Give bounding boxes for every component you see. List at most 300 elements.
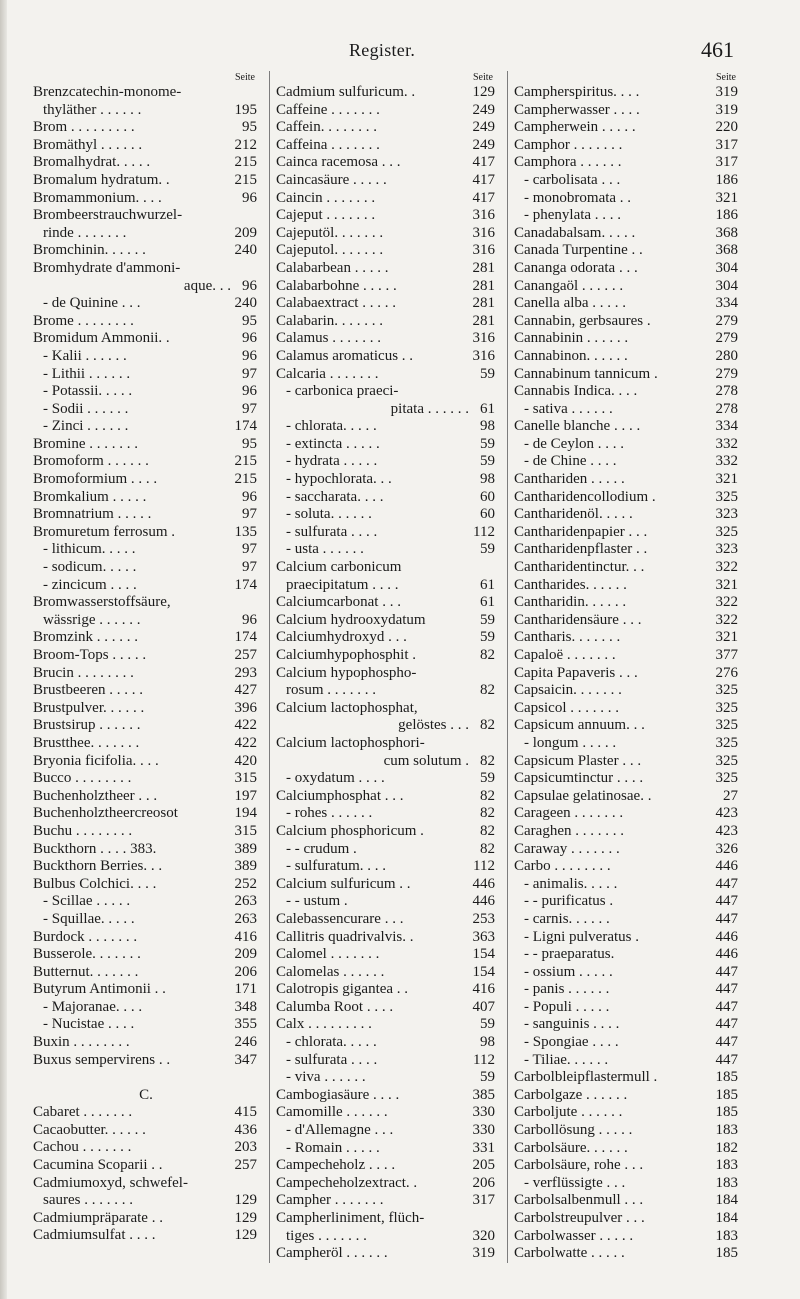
index-entry: [276, 1087, 497, 1105]
index-entry: [276, 1069, 497, 1087]
entry-term: Calomel . . . . . . .: [276, 946, 380, 963]
index-entry: [33, 700, 259, 718]
index-entry: [33, 1210, 259, 1228]
entry-page: 447: [715, 875, 738, 892]
entry-page: 368: [715, 224, 738, 241]
index-entry: [33, 893, 259, 911]
entry-page: 82: [480, 822, 495, 839]
entry-term: - zincicum . . . .: [43, 576, 137, 593]
entry-page: 154: [472, 963, 495, 980]
index-entry: [276, 981, 497, 999]
entry-page: 59: [480, 629, 495, 646]
entry-page: 407: [472, 998, 495, 1015]
entry-page: 206: [234, 963, 257, 980]
entry-term: - longum . . . . .: [524, 734, 617, 751]
entry-term: Calumba Root . . . .: [276, 998, 394, 1015]
seite-label: Seite: [473, 72, 493, 83]
entry-term: - - crudum .: [286, 840, 357, 857]
entry-page: 184: [715, 1192, 738, 1209]
entry-page: 368: [715, 242, 738, 259]
entry-page: 427: [234, 682, 257, 699]
entry-page: 279: [715, 365, 738, 382]
entry-page: 82: [480, 840, 495, 857]
entry-page: 96: [242, 347, 257, 364]
entry-term: Calciumcarbonat . . .: [276, 594, 401, 611]
entry-term: - usta . . . . . .: [286, 541, 364, 558]
index-entry: [276, 313, 497, 331]
entry-page: 334: [715, 295, 738, 312]
entry-term: Calotropis gigantea . .: [276, 981, 409, 998]
index-entry: [33, 84, 259, 102]
entry-page: 317: [715, 136, 738, 153]
entry-page: 27: [723, 787, 738, 804]
entry-term: wässrige . . . . . .: [43, 611, 141, 628]
entry-term: Capsaicin. . . . . . .: [514, 682, 622, 699]
entry-page: 97: [242, 400, 257, 417]
index-entry: [514, 1052, 740, 1070]
entry-page: 203: [234, 1139, 257, 1156]
entry-page: 304: [715, 277, 738, 294]
entry-term: Caffeina . . . . . . .: [276, 136, 380, 153]
entry-term: Bromwasserstoffsäure,: [33, 594, 171, 611]
index-entry: [33, 1175, 259, 1193]
entry-term: praecipitatum . . . .: [286, 576, 399, 593]
entry-page: 61: [480, 576, 495, 593]
index-entry: [514, 629, 740, 647]
entry-term: Capsicum annuum. . .: [514, 717, 645, 734]
index-entry: [33, 788, 259, 806]
index-entry: [33, 629, 259, 647]
entry-page: 129: [472, 84, 495, 100]
index-entry: [276, 647, 497, 665]
entry-term: - chlorata. . . . .: [286, 1034, 377, 1051]
entry-term: - panis . . . . . .: [524, 981, 610, 998]
index-entry: [33, 841, 259, 859]
entry-page: 321: [715, 189, 738, 206]
entry-term: - Squillae. . . . .: [43, 910, 135, 927]
entry-page: 293: [234, 664, 257, 681]
entry-page: 348: [234, 998, 257, 1015]
entry-page: 215: [234, 154, 257, 171]
entry-term: Cantharidencollodium .: [514, 488, 656, 505]
entry-term: Campherspiritus. . . .: [514, 84, 640, 100]
index-entry: [276, 330, 497, 348]
entry-page: 325: [715, 523, 738, 540]
entry-page: 423: [715, 805, 738, 822]
entry-term: Capaloë . . . . . . .: [514, 647, 616, 663]
page-title: Register.: [349, 40, 416, 60]
entry-term: - carbolisata . . .: [524, 171, 621, 188]
entry-page: 183: [715, 1157, 738, 1174]
entry-term: - Nucistae . . . .: [43, 1016, 135, 1033]
entry-page: 185: [715, 1086, 738, 1103]
index-entry: [276, 1192, 497, 1210]
entry-page: 330: [472, 1122, 495, 1139]
entry-page: 317: [472, 1192, 495, 1209]
index-entry: [276, 682, 497, 700]
entry-page: 323: [715, 506, 738, 523]
index-entry: [33, 137, 259, 155]
entry-page: 447: [715, 998, 738, 1015]
index-entry: [276, 1122, 497, 1140]
index-entry: [33, 348, 259, 366]
entry-term: - ossium . . . . .: [524, 963, 613, 980]
entry-term: Camomille . . . . . .: [276, 1104, 388, 1121]
index-entry: [33, 453, 259, 471]
entry-page: 59: [480, 1016, 495, 1033]
entry-page: 246: [234, 1034, 257, 1051]
entry-page: 129: [234, 1209, 257, 1226]
index-entry: [276, 1140, 497, 1158]
index-entry: [33, 260, 259, 278]
entry-page: 279: [715, 312, 738, 329]
entry-term: Bryonia ficifolia. . . .: [33, 752, 159, 769]
entry-page: 59: [480, 453, 495, 470]
entry-page: 416: [234, 928, 257, 945]
entry-term: Cajeput . . . . . . .: [276, 207, 376, 224]
entry-page: 347: [234, 1051, 257, 1068]
entry-page: 240: [234, 242, 257, 259]
entry-term: Buckthorn . . . . 383.: [33, 840, 157, 857]
entry-term: Carageen . . . . . . .: [514, 805, 624, 822]
entry-term: Calabaextract . . . . .: [276, 295, 396, 312]
entry-term: Capsicumtinctur . . . .: [514, 770, 644, 787]
index-entry: [514, 489, 740, 507]
entry-term: Canelle blanche . . . .: [514, 418, 641, 435]
entry-page: 97: [242, 506, 257, 523]
index-entry: [33, 594, 259, 612]
index-entry: [514, 753, 740, 771]
entry-term: Canella alba . . . . .: [514, 295, 627, 312]
index-entry: [514, 1157, 740, 1175]
entry-page: 446: [715, 946, 738, 963]
index-entry: [276, 629, 497, 647]
entry-page: 446: [715, 858, 738, 875]
entry-page: 194: [234, 805, 257, 822]
index-entry: [33, 559, 259, 577]
entry-term: Bromalhydrat. . . . .: [33, 154, 151, 171]
index-entry: [514, 453, 740, 471]
entry-term: Canada Turpentine . .: [514, 242, 643, 259]
entry-page: 281: [472, 295, 495, 312]
index-entry: [514, 506, 740, 524]
index-entry: [514, 1192, 740, 1210]
index-entry: [33, 1122, 259, 1140]
index-entry: [33, 1157, 259, 1175]
entry-term: Campherwein . . . . .: [514, 119, 636, 136]
entry-term: Calomelas . . . . . .: [276, 963, 385, 980]
entry-term: Bromoformium . . . .: [33, 471, 158, 488]
entry-term: - sulfuratum. . . .: [286, 858, 386, 875]
entry-term: Cachou . . . . . . .: [33, 1139, 132, 1156]
entry-term: - Spongiae . . . .: [524, 1034, 619, 1051]
entry-page: 59: [480, 770, 495, 787]
entry-term: Carbo . . . . . . . .: [514, 858, 611, 875]
index-entry: [33, 225, 259, 243]
entry-term: Bromoform . . . . . .: [33, 453, 149, 470]
index-entry: [514, 137, 740, 155]
index-entry: [514, 1069, 740, 1087]
entry-term: Buchenholztheer . . .: [33, 787, 158, 804]
entry-page: 97: [242, 365, 257, 382]
entry-term: - Tiliae. . . . . .: [524, 1051, 609, 1068]
entry-page: 319: [472, 1245, 495, 1262]
entry-page: 249: [472, 119, 495, 136]
index-entry: [276, 788, 497, 806]
entry-term: - soluta. . . . . .: [286, 506, 372, 523]
entry-term: - Populi . . . . .: [524, 998, 610, 1015]
entry-term: Calciumhypophosphit .: [276, 647, 416, 663]
entry-term: Bromhydrate d'ammoni-: [33, 259, 181, 276]
index-entry: [33, 506, 259, 524]
entry-page: 174: [234, 629, 257, 646]
index-entry: [514, 313, 740, 331]
entry-page: 212: [234, 136, 257, 153]
entry-term: - chlorata. . . . .: [286, 418, 377, 435]
entry-term: - d'Allemagne . . .: [286, 1122, 394, 1139]
index-entry: [33, 612, 259, 630]
entry-page: 325: [715, 770, 738, 787]
entry-term: Buchu . . . . . . . .: [33, 822, 133, 839]
entry-page: 420: [234, 752, 257, 769]
entry-page: 319: [715, 84, 738, 100]
entry-term: Carbolsäure, rohe . . .: [514, 1157, 644, 1174]
entry-term: Brustpulver. . . . . .: [33, 699, 145, 716]
entry-term: Calciumhydroxyd . . .: [276, 629, 407, 646]
entry-page: 422: [234, 734, 257, 751]
index-entry: [276, 260, 497, 278]
index-entry: [276, 401, 497, 419]
entry-page: 95: [242, 119, 257, 136]
entry-page: 59: [480, 541, 495, 558]
index-entry: [33, 1016, 259, 1034]
index-entry: [514, 594, 740, 612]
entry-term: Brustbeeren . . . . .: [33, 682, 143, 699]
entry-page: 82: [480, 752, 495, 769]
entry-term: Cantharis. . . . . . .: [514, 629, 621, 646]
entry-term: pitata . . . . . .: [390, 400, 469, 417]
index-entry: [514, 330, 740, 348]
index-entry: [276, 453, 497, 471]
index-entry: [514, 207, 740, 225]
entry-term: Campher . . . . . . .: [276, 1192, 384, 1209]
entry-page: 95: [242, 312, 257, 329]
index-entry: [276, 559, 497, 577]
entry-page: 304: [715, 259, 738, 276]
entry-term: - de Ceylon . . . .: [524, 435, 624, 452]
index-entry: [514, 1245, 740, 1263]
entry-term: - de Quinine . . .: [43, 295, 141, 312]
entry-page: 59: [480, 435, 495, 452]
index-entry: [514, 348, 740, 366]
entry-term: Bromammonium. . . .: [33, 189, 162, 206]
index-entry: [514, 383, 740, 401]
entry-term: Cajeputöl. . . . . . .: [276, 224, 384, 241]
index-entry: [276, 893, 497, 911]
index-entry: [276, 436, 497, 454]
entry-page: 281: [472, 259, 495, 276]
index-entry: [33, 753, 259, 771]
index-entry: [276, 805, 497, 823]
entry-page: 97: [242, 559, 257, 576]
entry-term: Calcium sulfuricum . .: [276, 875, 411, 892]
entry-term: - sanguinis . . . .: [524, 1016, 620, 1033]
index-columns: [33, 71, 763, 1263]
entry-page: 195: [234, 101, 257, 118]
entry-page: 82: [480, 717, 495, 734]
entry-term: Buxin . . . . . . . .: [33, 1034, 130, 1051]
index-entry: [514, 242, 740, 260]
entry-page: 446: [715, 928, 738, 945]
entry-page: 315: [234, 822, 257, 839]
entry-term: Calx . . . . . . . . .: [276, 1016, 372, 1033]
index-entry: [276, 418, 497, 436]
index-entry: [514, 788, 740, 806]
entry-page: 174: [234, 418, 257, 435]
entry-page: 417: [472, 154, 495, 171]
entry-term: Calebassencurare . . .: [276, 910, 404, 927]
entry-term: - Potassii. . . . .: [43, 383, 133, 400]
entry-term: - Ligni pulveratus .: [524, 928, 639, 945]
entry-page: 96: [242, 383, 257, 400]
entry-term: Cambogiasäure . . . .: [276, 1086, 400, 1103]
page-binding-edge: [0, 0, 7, 1299]
index-column-2: [269, 71, 497, 1263]
entry-term: - Romain . . . . .: [286, 1139, 380, 1156]
index-entry: [33, 770, 259, 788]
entry-term: Bromnatrium . . . . .: [33, 506, 152, 523]
entry-page: 389: [234, 858, 257, 875]
index-entry: [276, 964, 497, 982]
index-entry: [514, 190, 740, 208]
entry-term: - carnis. . . . . .: [524, 910, 610, 927]
index-entry: [33, 1034, 259, 1052]
entry-term: Caraghen . . . . . . .: [514, 822, 624, 839]
index-entry: [33, 436, 259, 454]
entry-page: 447: [715, 1034, 738, 1051]
index-entry: [514, 172, 740, 190]
entry-term: Carbolbleipflastermull .: [514, 1069, 658, 1086]
entry-term: Carbolwasser . . . . .: [514, 1227, 634, 1244]
entry-page: 323: [715, 541, 738, 558]
entry-page: 316: [472, 347, 495, 364]
entry-page: 447: [715, 893, 738, 910]
entry-term: - animalis. . . . .: [524, 875, 618, 892]
entry-term: Carboljute . . . . . .: [514, 1104, 623, 1121]
index-entry: [514, 102, 740, 120]
index-entry: [276, 753, 497, 771]
index-entry: [514, 841, 740, 859]
entry-page: 61: [480, 400, 495, 417]
entry-page: 320: [472, 1227, 495, 1244]
entry-term: Buckthorn Berries. . .: [33, 858, 163, 875]
entry-term: Campecheholz . . . .: [276, 1157, 396, 1174]
index-entry: [514, 612, 740, 630]
entry-term: Canthariden . . . . .: [514, 471, 625, 488]
entry-page: 263: [234, 893, 257, 910]
entry-term: Cadmium sulfuricum. .: [276, 84, 416, 100]
index-entry: [514, 823, 740, 841]
entry-term: Cantharidentinctur. . .: [514, 559, 645, 576]
index-entry: [514, 436, 740, 454]
index-entry: [33, 1227, 259, 1245]
entry-term: Campherwasser . . . .: [514, 101, 640, 118]
index-entry: [276, 207, 497, 225]
entry-page: 447: [715, 1016, 738, 1033]
entry-term: Cantharidenpapier . . .: [514, 523, 648, 540]
entry-term: Brustsirup . . . . . .: [33, 717, 141, 734]
entry-term: Cantharides. . . . . .: [514, 576, 627, 593]
entry-term: - carbonica praeci-: [286, 383, 399, 400]
index-entry: [514, 735, 740, 753]
seite-label: Seite: [716, 72, 736, 83]
entry-page: 263: [234, 910, 257, 927]
index-entry: [276, 295, 497, 313]
entry-term: - Majoranae. . . .: [43, 998, 143, 1015]
index-entry: [33, 278, 259, 296]
entry-page: 316: [472, 330, 495, 347]
entry-page: 315: [234, 770, 257, 787]
entry-page: 185: [715, 1069, 738, 1086]
entry-term: Canadabalsam. . . . .: [514, 224, 636, 241]
index-entry: [276, 1016, 497, 1034]
entry-term: Cannabinon. . . . . .: [514, 347, 628, 364]
entry-term: Calcium phosphoricum .: [276, 822, 424, 839]
entry-term: Bromuretum ferrosum .: [33, 523, 176, 540]
entry-term: Calcium lactophosphat,: [276, 699, 418, 716]
entry-page: 185: [715, 1104, 738, 1121]
entry-page: 206: [472, 1174, 495, 1191]
entry-term: Bulbus Colchici. . . .: [33, 875, 157, 892]
index-entry: [276, 506, 497, 524]
entry-page: 330: [472, 1104, 495, 1121]
index-entry: [276, 876, 497, 894]
index-entry: [276, 700, 497, 718]
index-entry: [276, 858, 497, 876]
entry-term: Calcium carbonicum: [276, 559, 402, 576]
entry-page: 60: [480, 488, 495, 505]
index-entry: [33, 207, 259, 225]
index-entry: [276, 1157, 497, 1175]
entry-term: Butyrum Antimonii . .: [33, 981, 166, 998]
entry-page: 317: [715, 154, 738, 171]
index-column-3: [507, 71, 740, 1263]
index-entry: [33, 541, 259, 559]
index-entry: [33, 717, 259, 735]
entry-page: 446: [472, 893, 495, 910]
page-number: 461: [701, 37, 734, 62]
entry-page: 257: [234, 647, 257, 663]
entry-term: Calcium hypophospho-: [276, 664, 417, 681]
entry-page: 281: [472, 312, 495, 329]
entry-term: Bromalum hydratum. .: [33, 171, 170, 188]
entry-term: - rohes . . . . . .: [286, 805, 373, 822]
entry-term: aque. . .: [183, 277, 231, 294]
entry-term: Brustthee. . . . . . .: [33, 734, 140, 751]
entry-page: 325: [715, 488, 738, 505]
entry-page: 385: [472, 1086, 495, 1103]
entry-page: 183: [715, 1174, 738, 1191]
index-entry: [514, 876, 740, 894]
seite-label: Seite: [235, 72, 255, 83]
index-entry: [514, 893, 740, 911]
entry-term: - hypochlorata. . .: [286, 471, 392, 488]
entry-page: 415: [234, 1104, 257, 1121]
entry-term: - sulfurata . . . .: [286, 523, 378, 540]
index-entry: [514, 911, 740, 929]
entry-page: 183: [715, 1227, 738, 1244]
index-entry: [276, 154, 497, 172]
